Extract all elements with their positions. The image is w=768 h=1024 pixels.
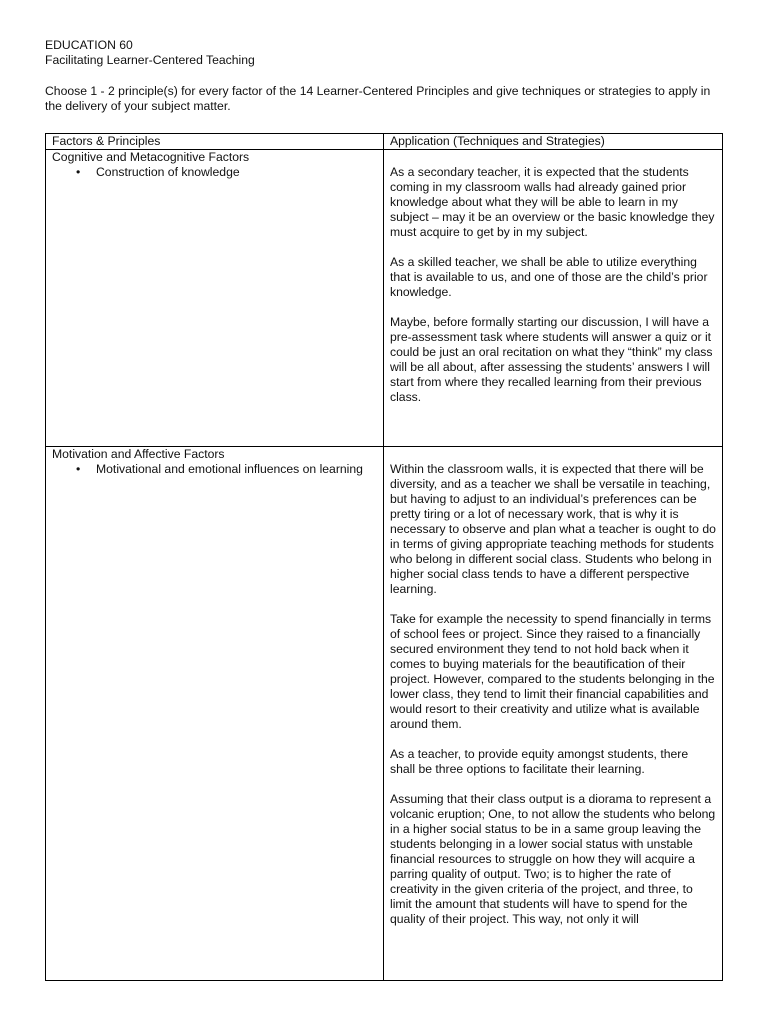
principle-list (52, 462, 377, 477)
application-content (390, 462, 716, 980)
table-header-row (46, 134, 723, 150)
factor-cell (46, 150, 384, 447)
factor-title: Cognitive and Metacognitive Factors (52, 150, 250, 164)
application-paragraph: Within the classroom walls, it is expected that there will be diversity, and as a teacher we shall be versatile in teaching, but having to adjust to an individual’s preferences can be pretty tiring or a lot of necessary work, that is why it is necessary to observe and plan what a teacher is ought to do in terms of giving appropriate teaching methods for students who belong in different social class. Students who belong in higher social class tends to have a different perspective learning. (390, 462, 716, 596)
application-cell (384, 447, 723, 981)
factor-title: Motivation and Affective Factors (52, 447, 225, 461)
application-paragraph: Assuming that their class output is a diorama to represent a volcanic eruption; One, to not allow the students who belong in a higher social status to be in a same group leaving the students belonging in a lower social status with unstable financial resources to struggle on how they will acquire a parring quality of output. Two; is to higher the rate of creativity in the given criteria of the project, and three, to limit the amount that students will have to spend for the quality of their project. This way, not only it will (390, 792, 716, 926)
application-paragraph: Take for example the necessity to spend financially in terms of school fees or project. Since they raised to a financially secured environment they tend to not hold back when it comes to buying materials for the beautification of their project. However, compared to the students belonging in the lower class, they tend to limit their financial capabilities and would resort to their creativity and utilize what is available around them. (390, 612, 715, 731)
principle-item: • Motivational and emotional influences on learning (96, 462, 377, 477)
factor-cell (46, 447, 384, 981)
course-code: EDUCATION 60 (45, 38, 133, 52)
application-paragraph: As a teacher, to provide equity amongst students, there shall be three options to facilitate their learning. (390, 747, 689, 776)
application-paragraph: Maybe, before formally starting our discussion, I will have a pre-assessment task where students will answer a quiz or it could be just an oral recitation on what they “think” my class will be all about, after assessing the students’ answers I will start from where they recalled learning from their previous class. (390, 315, 713, 404)
table-row (46, 447, 723, 981)
principles-table (45, 133, 723, 981)
application-cell (384, 150, 723, 447)
table-row (46, 150, 723, 447)
principle-item: • Construction of knowledge (96, 165, 377, 180)
instructions-text: Choose 1 - 2 principle(s) for every factor of the 14 Learner-Centered Principles and give techniques or strategies to apply in the delivery of your subject matter. (45, 84, 711, 113)
document-subtitle: Facilitating Learner-Centered Teaching (45, 53, 255, 67)
application-paragraph: As a secondary teacher, it is expected that the students coming in my classroom walls had already gained prior knowledge about what they will be able to learn in my subject – may it be an overview or the basic knowledge they must acquire to get by in my subject. (390, 165, 715, 239)
header-application: Application (Techniques and Strategies) (384, 134, 723, 150)
header-factors: Factors & Principles (46, 134, 384, 150)
application-paragraph: As a skilled teacher, we shall be able to utilize everything that is available to us, and one of those are the child’s prior knowledge. (390, 255, 708, 299)
principle-list (52, 165, 377, 180)
instructions (45, 84, 725, 114)
